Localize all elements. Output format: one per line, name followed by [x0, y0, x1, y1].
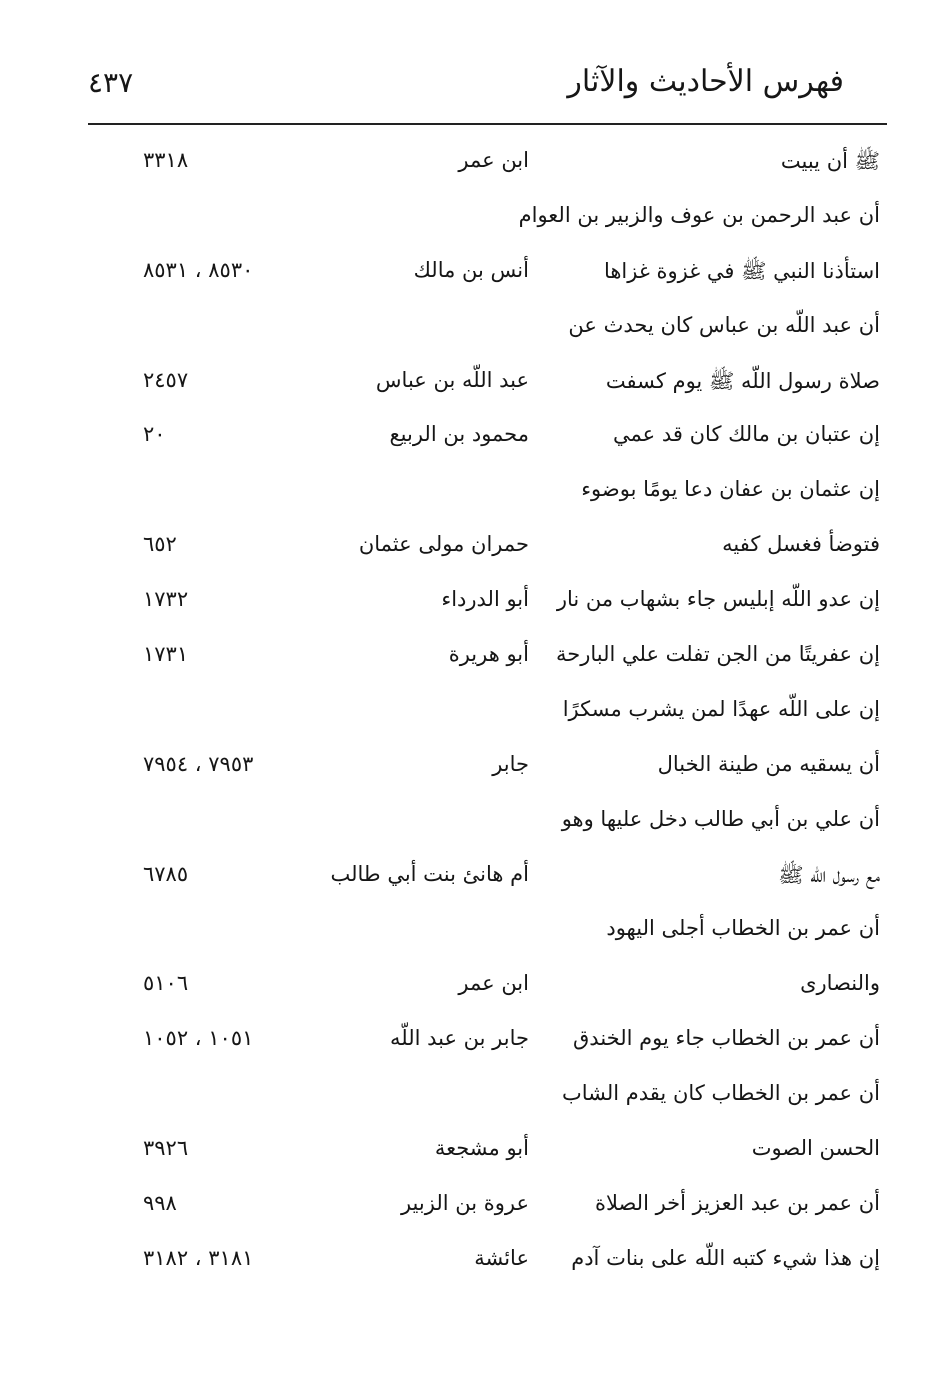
hadith-text: والنصارى — [800, 971, 880, 996]
hadith-number — [143, 1246, 293, 1270]
hadith-number-value: ١٧٣٢ — [143, 587, 189, 612]
header-divider — [88, 123, 887, 125]
hadith-number-value: ٨٥٣٠ ، ٨٥٣١ — [143, 257, 254, 282]
hadith-text: إن عتبان بن مالك كان قد عمي — [613, 422, 880, 447]
index-row — [0, 250, 932, 305]
page-title: فهرس الأحاديث والآثار — [567, 64, 844, 99]
hadith-number — [143, 313, 293, 337]
hadith-number-value: ١٧٣١ — [143, 642, 189, 667]
hadith-number — [143, 532, 293, 556]
index-row — [0, 469, 932, 524]
index-row — [0, 963, 932, 1018]
index-row — [0, 579, 932, 634]
hadith-number — [143, 368, 293, 392]
index-row — [0, 524, 932, 579]
hadith-number — [143, 642, 293, 666]
hadith-number — [143, 862, 293, 886]
index-row — [0, 360, 932, 415]
narrator-name: أم هانئ بنت أبي طالب — [330, 861, 529, 886]
hadith-number — [143, 203, 293, 227]
hadith-text: إن عدو اللّه إبليس جاء بشهاب من نار — [556, 587, 880, 612]
narrator-name: عائشة — [474, 1245, 529, 1270]
index-row — [0, 1018, 932, 1073]
hadith-text: استأذنا النبي ﷺ في غزوة غزاها — [603, 258, 880, 283]
index-row — [0, 195, 932, 250]
hadith-number — [143, 752, 293, 776]
hadith-text: أن علي بن أبي طالب دخل عليها وهو — [561, 806, 880, 831]
hadith-number — [143, 807, 293, 831]
narrator-name: ابن عمر — [458, 148, 529, 172]
page-header — [88, 62, 844, 122]
index-row — [0, 305, 932, 360]
index-row — [0, 854, 932, 909]
hadith-text: أن عمر بن الخطاب جاء يوم الخندق — [573, 1026, 880, 1051]
hadith-number — [143, 148, 293, 172]
hadith-text: إن عثمان بن عفان دعا يومًا بوضوء — [581, 477, 880, 502]
index-row — [0, 414, 932, 469]
narrator-name: جابر — [492, 751, 529, 776]
hadith-number-value: ٣٩٢٦ — [143, 1136, 189, 1161]
hadith-number — [143, 1136, 293, 1160]
narrator-name: أبو الدرداء — [441, 587, 529, 612]
narrator-name: محمود بن الربيع — [389, 422, 529, 447]
hadith-number-value: ٣٣١٨ — [143, 148, 189, 172]
hadith-number-value: ٧٩٥٣ ، ٧٩٥٤ — [143, 751, 254, 776]
hadith-text: إن عفريتًا من الجن تفلت علي البارحة — [555, 642, 880, 667]
index-row — [0, 634, 932, 689]
hadith-number-value: ٦٥٢ — [143, 532, 177, 557]
index-row — [0, 744, 932, 799]
hadith-text: إن هذا شيء كتبه اللّه على بنات آدم — [571, 1245, 880, 1270]
hadith-number-value: ٢٤٥٧ — [143, 367, 189, 392]
hadith-number — [143, 1081, 293, 1105]
hadith-number-value: ٦٧٨٥ — [143, 861, 189, 886]
narrator-name: أبو هريرة — [448, 642, 529, 667]
hadith-text: أن عبد اللّه بن عباس كان يحدث عن — [568, 312, 880, 337]
index-entries — [0, 140, 932, 1293]
hadith-number — [143, 1191, 293, 1215]
hadith-number — [143, 258, 293, 282]
hadith-text: أن عمر بن عبد العزيز أخر الصلاة — [594, 1190, 880, 1215]
index-row — [0, 1073, 932, 1128]
narrator-name: حمران مولى عثمان — [358, 532, 529, 557]
hadith-number-value: ١٠٥١ ، ١٠٥٢ — [143, 1026, 254, 1051]
index-row — [0, 1238, 932, 1293]
hadith-number-value: ٥١٠٦ — [143, 971, 189, 996]
hadith-text: أن عبد الرحمن بن عوف والزبير بن العوام — [518, 202, 880, 227]
narrator-name: جابر بن عبد اللّه — [389, 1026, 529, 1051]
page-number: ٤٣٧ — [88, 66, 134, 99]
hadith-number-value: ٢٠ — [143, 422, 166, 447]
hadith-text: أن عمر بن الخطاب أجلى اليهود — [606, 916, 880, 941]
hadith-number — [143, 971, 293, 995]
hadith-text: إن على اللّه عهدًا لمن يشرب مسكرًا — [562, 696, 880, 721]
hadith-text: ﷺ أن يبيت — [780, 149, 880, 173]
hadith-text: صلاة رسول اللّه ﷺ يوم كسفت — [605, 368, 880, 393]
hadith-text: أن يسقيه من طينة الخبال — [657, 751, 880, 776]
hadith-text: مع رسول اللّه ﷺ — [778, 862, 880, 887]
hadith-number-value: ٩٩٨ — [143, 1190, 177, 1215]
index-row — [0, 908, 932, 963]
hadith-number — [143, 477, 293, 501]
hadith-text: أن عمر بن الخطاب كان يقدم الشاب — [561, 1081, 880, 1106]
narrator-name: أنس بن مالك — [413, 257, 529, 282]
narrator-name: عبد اللّه بن عباس — [375, 367, 529, 392]
hadith-number-value: ٣١٨١ ، ٣١٨٢ — [143, 1245, 254, 1270]
index-row — [0, 689, 932, 744]
hadith-number — [143, 697, 293, 721]
index-row — [0, 140, 932, 195]
hadith-text: فتوضأ فغسل كفيه — [722, 532, 880, 557]
index-row — [0, 1183, 932, 1238]
narrator-name: ابن عمر — [458, 971, 529, 996]
hadith-number — [143, 587, 293, 611]
hadith-number — [143, 1026, 293, 1050]
narrator-name: أبو مشجعة — [434, 1136, 529, 1161]
narrator-name: عروة بن الزبير — [400, 1190, 529, 1215]
hadith-text: الحسن الصوت — [751, 1136, 880, 1161]
index-row — [0, 799, 932, 854]
hadith-number — [143, 916, 293, 940]
hadith-number — [143, 422, 293, 446]
index-row — [0, 1128, 932, 1183]
